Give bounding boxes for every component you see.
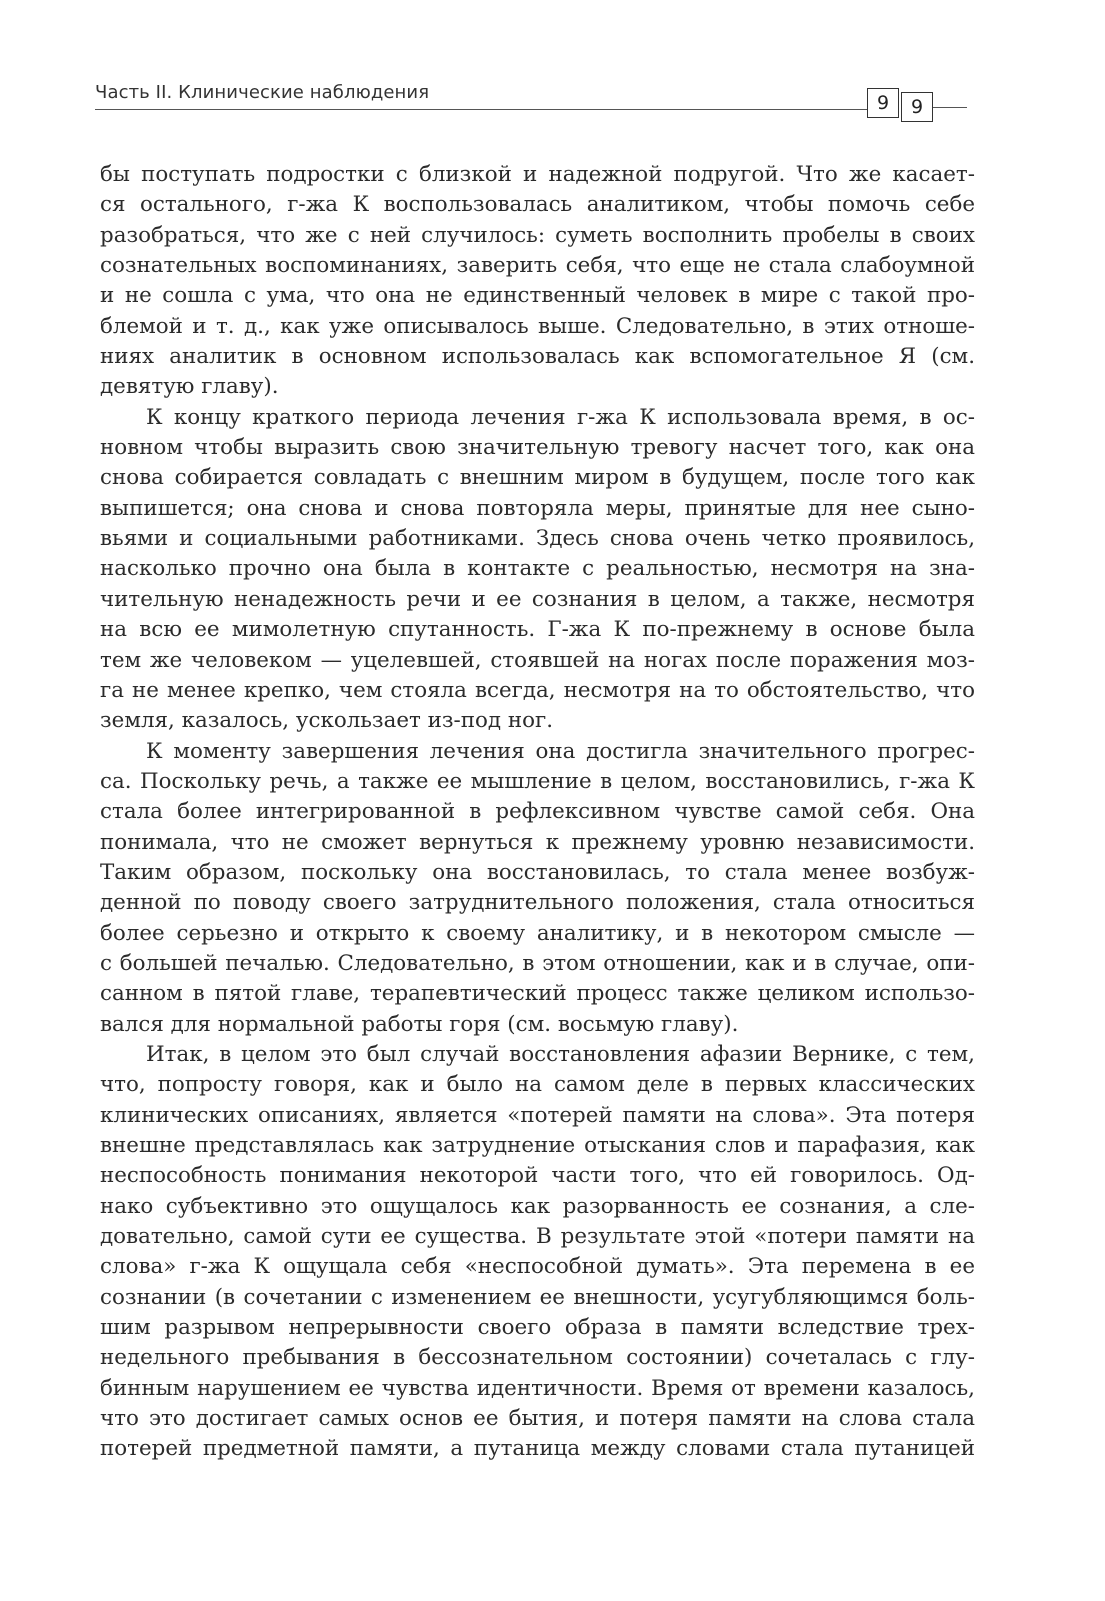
text-line: ся остального, г-жа К воспользовалась аналитиком, чтобы помочь себе: [100, 192, 975, 218]
text-line: насколько прочно она была в контакте с реальностью, несмотря на зна-: [100, 556, 975, 582]
paragraph: [100, 737, 975, 1040]
text-line: га не менее крепко, чем стояла всегда, несмотря на то обстоятельство, что: [100, 677, 975, 703]
text-line: вался для нормальной работы горя (см. восьмую главу).: [100, 1011, 739, 1037]
text-line: девятую главу).: [100, 374, 279, 400]
text-line: с большей печалью. Следовательно, в этом отношении, как и в случае, опи-: [100, 950, 975, 976]
text-line: и не сошла с ума, что она не единственный человек в мире с такой про-: [100, 283, 975, 309]
text-line: клинических описаниях, является «потерей памяти на слова». Эта потеря: [100, 1102, 975, 1128]
text-line: сознательных воспоминаниях, заверить себя, что еще не стала слабоумной: [100, 253, 975, 279]
text-line: земля, казалось, ускользает из-под ног.: [100, 708, 554, 734]
text-line: что это достигает самых основ ее бытия, и потеря памяти на слова стала: [100, 1406, 975, 1432]
text-line: понимала, что не сможет вернуться к прежнему уровню независимости.: [100, 829, 975, 855]
text-line: на всю ее мимолетную спутанность. Г-жа К по-прежнему в основе была: [100, 617, 975, 643]
text-line: неспособность понимания некоторой части того, что ей говорилось. Од-: [100, 1163, 975, 1189]
page-number: [867, 88, 935, 120]
text-line: блемой и т. д., как уже описывалось выше. Следовательно, в этих отноше-: [100, 313, 975, 339]
running-head: [95, 78, 975, 118]
text-line: шим разрывом непрерывности своего образа в памяти вследствие трех-: [100, 1315, 975, 1341]
text-line: снова собирается совладать с внешним миром в будущем, после того как: [100, 465, 975, 491]
paragraph: [100, 1040, 975, 1465]
text-line: что, попросту говоря, как и было на самом деле в первых классических: [100, 1072, 975, 1098]
page-number-rule: [933, 107, 967, 108]
text-line: санном в пятой главе, терапевтический процесс также целиком использо-: [100, 981, 975, 1007]
text-line: потерей предметной памяти, а путаница между словами стала путаницей: [100, 1436, 975, 1462]
text-line: вьями и социальными работниками. Здесь снова очень четко проявилось,: [100, 526, 975, 552]
text-line: разобраться, что же с ней случилось: суметь восполнить пробелы в своих: [100, 222, 975, 248]
text-line: внешне представлялась как затруднение отыскания слов и парафазия, как: [100, 1133, 975, 1158]
paragraph: [100, 160, 975, 403]
text-line: сознании (в сочетании с изменением ее внешности, усугубляющимся боль-: [100, 1284, 975, 1310]
text-line: бинным нарушением ее чувства идентичности. Время от времени казалось,: [100, 1375, 975, 1401]
page-number-digit: 9: [867, 88, 899, 118]
text-line: К моменту завершения лечения она достигла значительного прогрес-: [146, 738, 975, 764]
text-line: тем же человеком — уцелевшей, стоявшей на ногах после поражения моз-: [100, 647, 975, 673]
paragraph: [100, 403, 975, 737]
text-line: довательно, самой сути ее существа. В результате этой «потери памяти на: [100, 1224, 975, 1250]
text-line: недельного пребывания в бессознательном состоянии) сочеталась с глу-: [100, 1345, 975, 1371]
text-line: Итак, в целом это был случай восстановления афазии Вернике, с тем,: [146, 1041, 975, 1067]
text-line: выпишется; она снова и снова повторяла меры, принятые для нее сыно-: [100, 495, 975, 521]
page-number-digit: 9: [901, 92, 933, 122]
text-line: более серьезно и открыто к своему аналитику, и в некотором смысле —: [100, 920, 975, 946]
text-line: ниях аналитик в основном использовалась как вспомогательное Я (см.: [100, 344, 975, 370]
text-line: К концу краткого периода лечения г-жа К использовала время, в ос-: [146, 404, 975, 430]
text-line: стала более интегрированной в рефлексивном чувстве самой себя. Она: [100, 799, 975, 825]
body-text: [100, 160, 975, 1465]
text-line: Таким образом, поскольку она восстановилась, то стала менее возбуж-: [100, 859, 975, 885]
header-rule: [95, 109, 871, 110]
text-line: новном чтобы выразить свою значительную тревогу насчет того, как она: [100, 435, 975, 461]
text-line: чительную ненадежность речи и ее сознания в целом, а также, несмотря: [100, 586, 975, 612]
running-title: Часть II. Клинические наблюдения: [95, 82, 430, 103]
text-line: денной по поводу своего затруднительного положения, стала относиться: [100, 890, 975, 916]
text-line: бы поступать подростки с близкой и надежной подругой. Что же касает-: [100, 162, 975, 187]
text-line: нако субъективно это ощущалось как разорванность ее сознания, а сле-: [100, 1193, 975, 1219]
text-line: слова» г-жа К ощущала себя «неспособной думать». Эта перемена в ее: [100, 1254, 975, 1280]
text-line: са. Поскольку речь, а также ее мышление в целом, восстановились, г-жа К: [100, 768, 975, 794]
